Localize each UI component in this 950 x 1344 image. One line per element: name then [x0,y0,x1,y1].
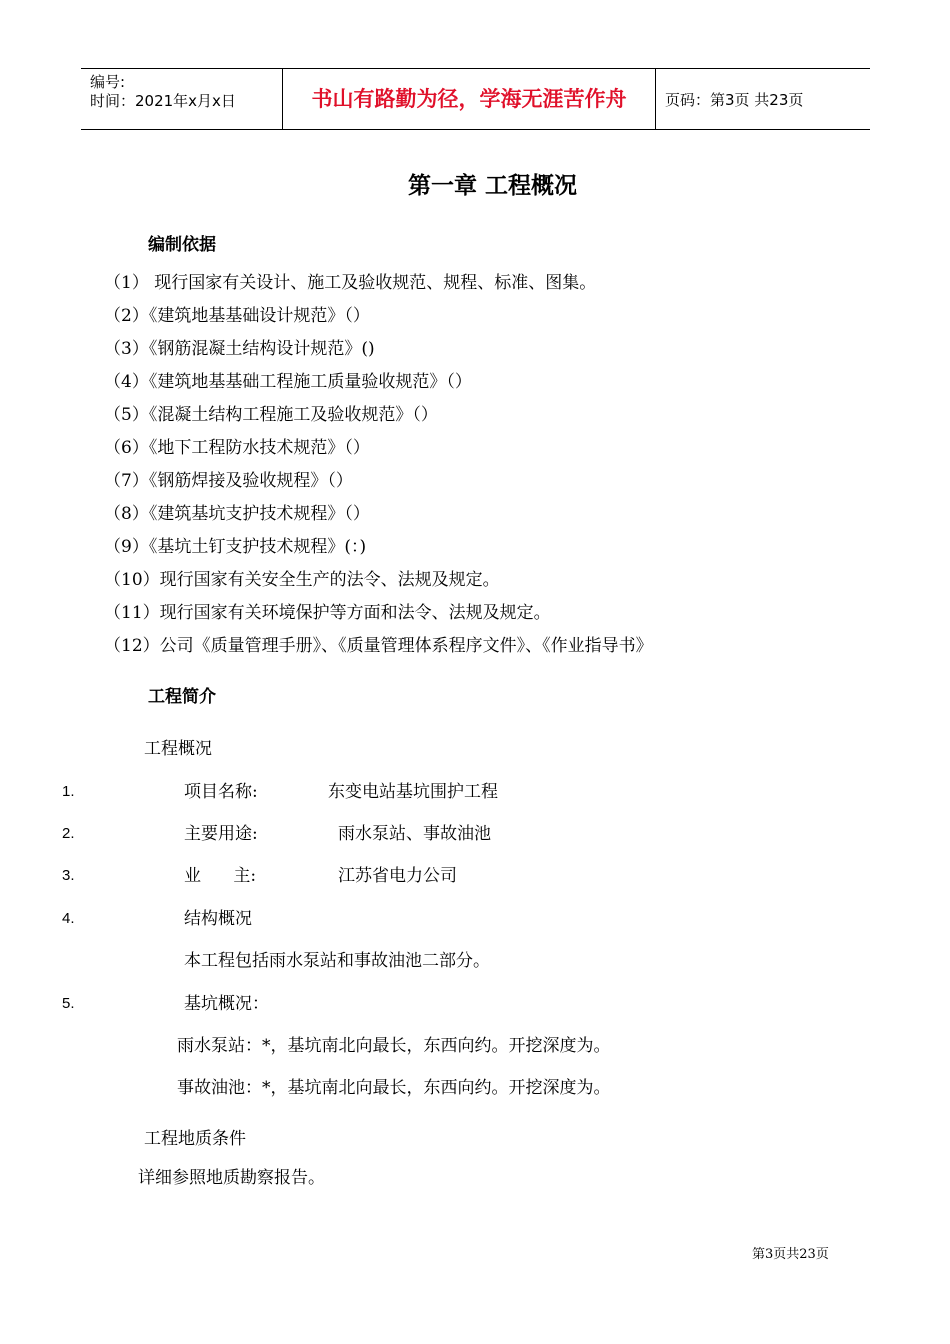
list-item [104,305,370,327]
list-item-number: （3） [104,339,149,359]
list-item-label: 项目名称: [184,782,258,802]
list-item [104,272,596,294]
list-item-text: 《钢筋混凝土结构设计规范》() [148,339,375,359]
list-item-number: （12） [104,636,160,656]
list-item-text: 《建筑地基基础设计规范》（） [148,306,370,326]
list-item-number: （9） [104,537,149,557]
header-right-cell [656,69,870,129]
chapter-title: 第一章 工程概况 [407,173,577,199]
list-item [104,338,375,360]
list-item [104,536,366,558]
list-item-text: 现行国家有关安全生产的法令、法规及规定。 [159,570,500,590]
list-item [104,371,472,393]
list-item-number: （11） [104,603,160,623]
list-item-text: 《混凝土结构工程施工及验收规范》（） [148,405,438,425]
list-item-text: 公司《质量管理手册》、《质量管理体系程序文件》、《作业指导书》 [159,636,653,656]
list-item-number: （8） [104,504,149,524]
header-page-info: 页码：第3页 共23页 [665,91,804,109]
list-item-number: （10） [104,570,160,590]
page-footer: 第3页共23页 [752,1247,829,1262]
list-item-text: 《建筑基坑支护技术规程》（） [148,504,370,524]
list-item [104,602,551,624]
list-item-number: （4） [104,372,149,392]
list-item-number: （1） [104,273,149,293]
list-item-text: 现行国家有关设计、施工及验收规范、规程、标准、图集。 [148,273,597,293]
document-date: 时间：2021年x月x日 [90,92,236,110]
list-item [104,503,370,525]
list-item [104,404,438,426]
list-item-number: 5. [62,995,75,1012]
list-item-number: （7） [104,471,149,491]
structure-description: 本工程包括雨水泵站和事故油池二部分。 [184,951,490,971]
section-heading-intro: 工程简介 [148,687,216,707]
list-item-label: 主要用途: [184,824,258,844]
list-item-number: 1. [62,783,75,800]
pit-description-rain-pump: 雨水泵站：*，基坑南北向最长，东西向约。开挖深度为。 [177,1036,611,1056]
page-header [81,68,870,130]
list-item-label: 结构概况 [184,909,252,929]
header-motto: 书山有路勤为径，学海无涯苦作舟 [311,87,627,111]
list-item-number: （6） [104,438,149,458]
list-item-text: 《地下工程防水技术规范》（） [148,438,370,458]
header-middle-cell [283,69,656,129]
list-item-number: （5） [104,405,149,425]
list-item-value: 东变电站基坑围护工程 [328,782,498,802]
pit-description-oil-pool: 事故油池：*，基坑南北向最长，东西向约。开挖深度为。 [177,1078,611,1098]
sub-heading-overview: 工程概况 [144,739,212,759]
list-item-value: 江苏省电力公司 [338,866,457,886]
sub-heading-geology: 工程地质条件 [144,1129,246,1149]
geology-text: 详细参照地质勘察报告。 [138,1168,325,1188]
list-item [104,470,353,492]
list-item [104,569,500,591]
list-item [104,635,653,657]
list-item-text: 现行国家有关环境保护等方面和法令、法规及规定。 [159,603,551,623]
list-item-label: 基坑概况： [184,994,269,1014]
header-left-cell [81,69,283,129]
list-item-number: 4. [62,910,75,927]
list-item-number: （2） [104,306,149,326]
list-item-text: 《钢筋焊接及验收规程》（） [148,471,353,491]
list-item-label: 业 主: [184,866,257,886]
list-item-text: 《基坑土钉支护技术规程》(：) [148,537,367,557]
list-item-number: 2. [62,825,75,842]
section-heading-basis: 编制依据 [148,235,216,255]
list-item [104,437,370,459]
list-item-value: 雨水泵站、事故油池 [338,824,491,844]
list-item-number: 3. [62,867,75,884]
list-item-text: 《建筑地基基础工程施工质量验收规范》（） [148,372,472,392]
document-number-label: 编号: [90,73,126,91]
